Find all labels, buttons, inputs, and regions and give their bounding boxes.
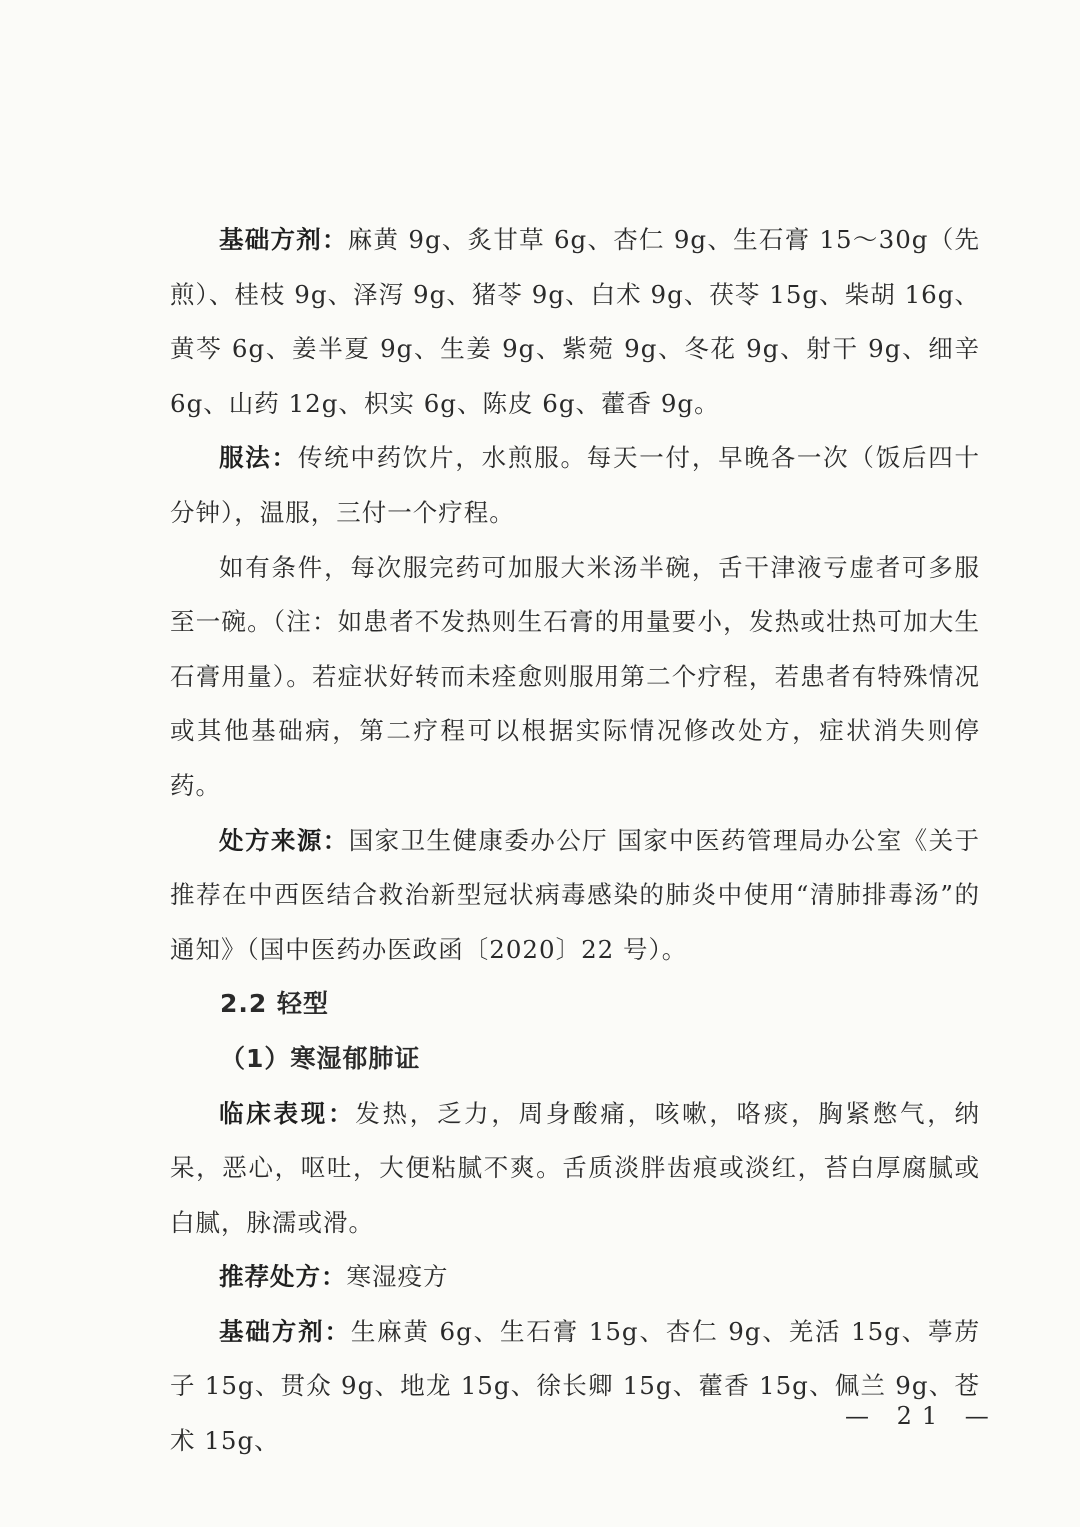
page-number: — 21 —	[845, 1402, 999, 1430]
text-recommended: 寒湿疫方	[346, 1262, 449, 1292]
text-base-formula-2: 生麻黄 6g、生石膏 15g、杏仁 9g、羌活 15g、葶苈子 15g、贯众 9g、地龙 15g、徐长卿 15g、藿香 15g、佩兰 9g、苍术 15g、	[170, 1316, 980, 1456]
paragraph-usage	[170, 431, 980, 540]
paragraph-source	[170, 814, 980, 978]
paragraph-base-formula	[170, 213, 980, 431]
text-notes: 如有条件，每次服完药可加服大米汤半碗，舌干津液亏虚者可多服至一碗。（注：如患者不发热则生石膏的用量要小，发热或壮热可加大生石膏用量）。若症状好转而未痊愈则服用第二个疗程，若患者有特殊情况或其他基础病，第二疗程可以根据实际情况修改处方，症状消失则停药。	[170, 552, 980, 800]
section-heading: 2.2 轻型	[220, 989, 329, 1019]
subsection-heading: （1）寒湿郁肺证	[220, 1043, 421, 1073]
label-clinical: 临床表现：	[219, 1098, 356, 1128]
paragraph-clinical	[170, 1087, 980, 1251]
text-clinical: 发热，乏力，周身酸痛，咳嗽，咯痰，胸紧憋气，纳呆，恶心，呕吐，大便粘腻不爽。舌质淡胖齿痕或淡红，苔白厚腐腻或白腻，脉濡或滑。	[170, 1098, 981, 1237]
label-recommended: 推荐处方：	[219, 1262, 347, 1292]
label-usage: 服法：	[219, 443, 298, 473]
text-usage: 传统中药饮片，水煎服。每天一付，早晚各一次（饭后四十分钟），温服，三付一个疗程。	[170, 443, 981, 527]
paragraph-recommended	[170, 1250, 980, 1305]
label-source: 处方来源：	[219, 825, 349, 855]
text-source: 国家卫生健康委办公厅 国家中医药管理局办公室《关于推荐在中西医结合救治新型冠状病毒感染的肺炎中使用“清肺排毒汤”的通知》（国中医药办医政函〔2020〕22 号）。	[170, 825, 981, 964]
paragraph-notes	[170, 541, 980, 814]
document-body	[170, 213, 980, 1469]
paragraph-base-formula-2	[170, 1305, 980, 1469]
text-base-formula: 麻黄 9g、炙甘草 6g、杏仁 9g、生石膏 15～30g（先煎）、桂枝 9g、泽泻 9g、猪苓 9g、白术 9g、茯苓 15g、柴胡 16g、黄芩 6g、姜半夏 9g、生姜 9g、紫菀 9g、冬花 9g、射干 9g、细辛 6g、山药 12g、枳实 6g、陈皮 6g、藿香 9g。	[170, 225, 981, 418]
label-base-formula: 基础方剂：	[219, 225, 348, 254]
label-base-formula-2: 基础方剂：	[219, 1316, 351, 1346]
